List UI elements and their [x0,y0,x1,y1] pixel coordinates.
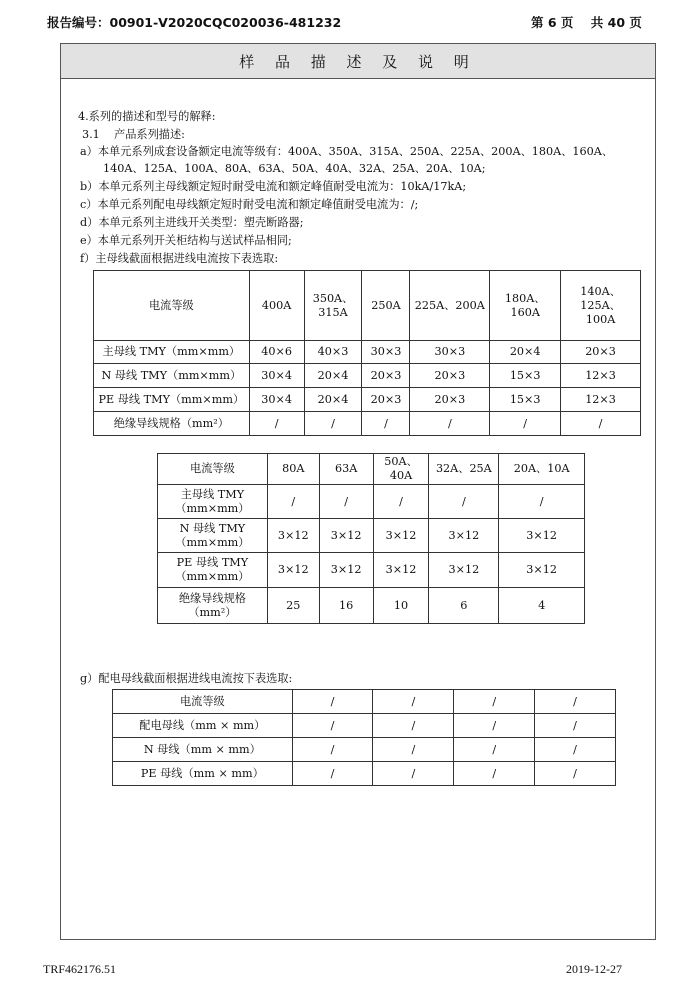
table-cell: / [535,714,616,738]
row-label-cell: 绝缘导线规格 （mm²） [158,588,268,624]
table-cell: 3×12 [373,553,429,588]
section-title: 样 品 描 述 及 说 明 [239,52,477,71]
table-cell: 80A [267,454,319,485]
row-label-cell: 电流等级 [94,271,250,341]
table-cell: / [490,412,561,436]
table-cell: 225A、200A [410,271,490,341]
table-row [113,690,616,714]
table-cell: 20×4 [304,388,362,412]
row-label-cell: PE 母线（mm × mm） [113,762,293,786]
header-row [158,454,585,485]
item-g: g）配电母线截面根据进线电流按下表选取: [80,672,293,685]
table-row [94,364,641,388]
row-label-cell: PE 母线 TMY（mm×mm） [94,388,250,412]
table-cell: / [292,714,373,738]
row-label-cell: 电流等级 [158,454,268,485]
row-label-cell: 配电母线（mm × mm） [113,714,293,738]
table-cell: / [267,485,319,519]
table-row [94,412,641,436]
subsection-3-1: 3.1 产品系列描述: [82,128,185,141]
item-a-line2: 140A、125A、100A、80A、63A、50A、40A、32A、25A、20A、10A; [103,162,486,175]
table-cell: 63A [319,454,373,485]
row-label-cell: 主母线 TMY（mm×mm） [94,341,250,364]
table-cell: 400A [249,271,304,341]
table-cell: 350A、 315A [304,271,362,341]
table-cell: 15×3 [490,364,561,388]
table-cell: 50A、 40A [373,454,429,485]
table-cell: 30×3 [410,341,490,364]
table-cell: / [499,485,585,519]
table-cell: / [292,762,373,786]
table-cell: 10 [373,588,429,624]
report-date: 2019-12-27 [566,962,622,976]
row-label-cell: N 母线 TMY（mm×mm） [94,364,250,388]
table-cell: 180A、 160A [490,271,561,341]
row-label-cell: PE 母线 TMY （mm×mm） [158,553,268,588]
table-cell: 140A、 125A、 100A [561,271,641,341]
table-cell: 30×4 [249,364,304,388]
table-cell: / [304,412,362,436]
table-cell: 3×12 [429,519,499,553]
table-cell: 3×12 [319,519,373,553]
header-row [94,271,641,341]
table-cell: 32A、25A [429,454,499,485]
table-cell: 40×6 [249,341,304,364]
table-cell: / [249,412,304,436]
item-d: d）本单元系列主进线开关类型：塑壳断路器; [80,216,304,229]
page-info: 第 6 页 共 40 页 [531,15,642,30]
table-cell: / [535,690,616,714]
report-number: 报告编号：00901-V2020CQC020036-481232 [47,15,342,30]
item-e: e）本单元系列开关柜结构与送试样品相同; [80,234,292,247]
item-b: b）本单元系列主母线额定短时耐受电流和额定峰值耐受电流为：10kA/17kA; [80,180,467,193]
distribution-busbar-table [112,689,616,786]
table-cell: 20×3 [410,364,490,388]
row-label-cell: N 母线（mm × mm） [113,738,293,762]
table-cell: / [292,690,373,714]
table-cell: / [373,690,454,714]
table-cell: 20×4 [304,364,362,388]
table-row [113,738,616,762]
table-row [113,762,616,786]
table-cell: / [319,485,373,519]
item-f: f）主母线截面根据进线电流按下表选取: [80,252,279,265]
table-cell: / [373,485,429,519]
main-busbar-table-2 [157,453,585,624]
table-cell: / [561,412,641,436]
main-busbar-table-1 [93,270,641,436]
section-4-heading: 4.系列的描述和型号的解释: [78,110,216,123]
table-cell: / [454,714,535,738]
table-row [158,485,585,519]
table-cell: / [535,762,616,786]
table-cell: 20×3 [362,388,410,412]
table-cell: / [454,738,535,762]
table-cell: 20×4 [490,341,561,364]
table-cell: 3×12 [429,553,499,588]
table-cell: / [410,412,490,436]
table-cell: 250A [362,271,410,341]
row-label-cell: 绝缘导线规格（mm²） [94,412,250,436]
item-a-line1: a）本单元系列成套设备额定电流等级有：400A、350A、315A、250A、225A、200A、180A、160A、 [80,145,614,158]
table-cell: / [535,738,616,762]
table-cell: / [429,485,499,519]
table-cell: 30×3 [362,341,410,364]
table-cell: 30×4 [249,388,304,412]
table-cell: 3×12 [267,519,319,553]
table-cell: 20A、10A [499,454,585,485]
table-cell: 15×3 [490,388,561,412]
item-c: c）本单元系列配电母线额定短时耐受电流和额定峰值耐受电流为：/; [80,198,419,211]
table-cell: / [373,762,454,786]
table-cell: / [373,738,454,762]
table-row [158,553,585,588]
table-cell: 3×12 [499,519,585,553]
form-id: TRF462176.51 [43,962,117,976]
table-cell: 4 [499,588,585,624]
section-banner [60,43,656,79]
table-cell: / [454,690,535,714]
table-cell: 40×3 [304,341,362,364]
table-cell: 6 [429,588,499,624]
table-cell: / [292,738,373,762]
row-label-cell: 主母线 TMY （mm×mm） [158,485,268,519]
row-label-cell: 电流等级 [113,690,293,714]
table-cell: 3×12 [267,553,319,588]
table-cell: 20×3 [410,388,490,412]
table-cell: 20×3 [362,364,410,388]
table-row [94,341,641,364]
table-cell: 12×3 [561,364,641,388]
table-cell: 3×12 [373,519,429,553]
table-row [113,714,616,738]
table-cell: 25 [267,588,319,624]
table-cell: 20×3 [561,341,641,364]
row-label-cell: N 母线 TMY （mm×mm） [158,519,268,553]
table-cell: / [362,412,410,436]
table-row [158,588,585,624]
table-cell: 12×3 [561,388,641,412]
table-cell: 3×12 [319,553,373,588]
table-row [94,388,641,412]
table-row [158,519,585,553]
table-cell: / [454,762,535,786]
table-cell: / [373,714,454,738]
table-cell: 3×12 [499,553,585,588]
table-cell: 16 [319,588,373,624]
